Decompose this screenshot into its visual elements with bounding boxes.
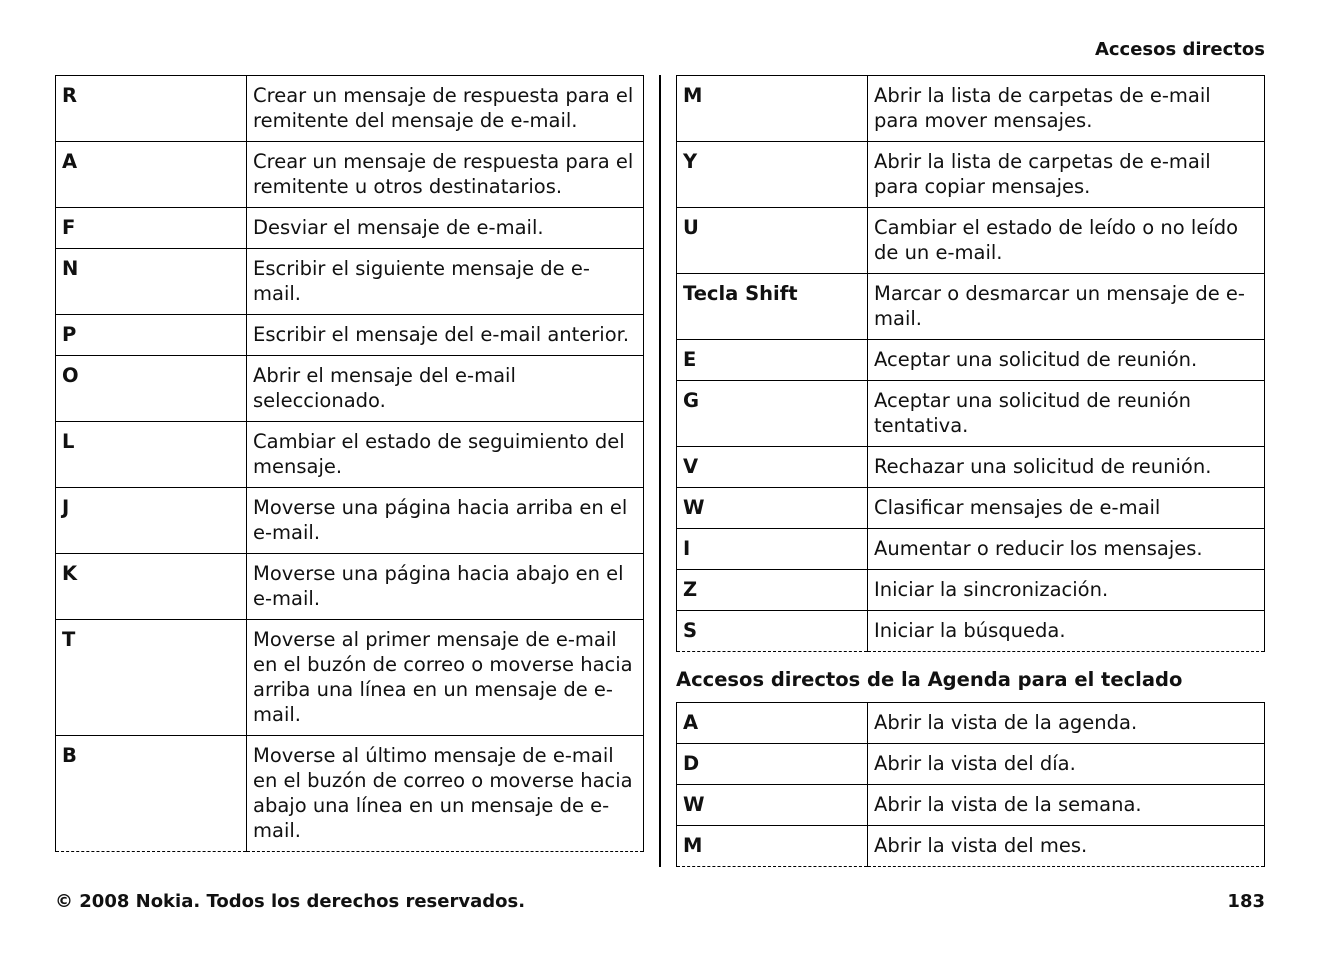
table-row: [56, 315, 644, 356]
shortcut-description: Iniciar la sincronización.: [868, 570, 1265, 611]
shortcut-key: J: [56, 488, 247, 554]
table-row: [56, 356, 644, 422]
table-row: [677, 76, 1265, 142]
left-column: [55, 75, 644, 852]
table-row: [56, 249, 644, 315]
table-row: [56, 736, 644, 852]
email-shortcuts-table-continued: [676, 75, 1265, 652]
table-row: [677, 611, 1265, 652]
shortcut-key: E: [677, 340, 868, 381]
shortcut-key: I: [677, 529, 868, 570]
table-row: [677, 340, 1265, 381]
agenda-shortcuts-table: [676, 702, 1265, 867]
shortcut-description: Rechazar una solicitud de reunión.: [868, 447, 1265, 488]
right-column: [676, 75, 1265, 867]
table-row: [677, 381, 1265, 447]
table-row: [677, 785, 1265, 826]
agenda-section-title: Accesos directos de la Agenda para el teclado: [676, 668, 1183, 691]
shortcut-description: Abrir la vista de la semana.: [868, 785, 1265, 826]
table-row: [56, 76, 644, 142]
page-number: 183: [1227, 891, 1265, 912]
table-row: [677, 142, 1265, 208]
shortcut-description: Crear un mensaje de respuesta para el remitente del mensaje de e-mail.: [247, 76, 644, 142]
shortcut-description: Cambiar el estado de leído o no leído de un e-mail.: [868, 208, 1265, 274]
shortcut-key: W: [677, 785, 868, 826]
shortcut-description: Aumentar o reducir los mensajes.: [868, 529, 1265, 570]
shortcut-key: P: [56, 315, 247, 356]
shortcut-key: O: [56, 356, 247, 422]
table-row: [677, 703, 1265, 744]
table-row: [56, 142, 644, 208]
shortcut-description: Iniciar la búsqueda.: [868, 611, 1265, 652]
shortcut-description: Clasificar mensajes de e-mail: [868, 488, 1265, 529]
shortcut-key: L: [56, 422, 247, 488]
shortcut-description: Crear un mensaje de respuesta para el remitente u otros destinatarios.: [247, 142, 644, 208]
shortcut-description: Marcar o desmarcar un mensaje de e-mail.: [868, 274, 1265, 340]
shortcut-key: M: [677, 826, 868, 867]
shortcut-key: U: [677, 208, 868, 274]
email-shortcuts-table: [55, 75, 644, 852]
shortcut-description: Aceptar una solicitud de reunión tentativa.: [868, 381, 1265, 447]
shortcut-description: Moverse una página hacia abajo en el e-mail.: [247, 554, 644, 620]
shortcut-key: Z: [677, 570, 868, 611]
shortcut-description: Escribir el siguiente mensaje de e-mail.: [247, 249, 644, 315]
table-row: [677, 529, 1265, 570]
table-row: [677, 208, 1265, 274]
table-row: [56, 208, 644, 249]
shortcut-key: R: [56, 76, 247, 142]
shortcut-description: Aceptar una solicitud de reunión.: [868, 340, 1265, 381]
table-row: [677, 570, 1265, 611]
shortcut-key: F: [56, 208, 247, 249]
shortcut-key: M: [677, 76, 868, 142]
shortcut-key: S: [677, 611, 868, 652]
shortcut-key: A: [677, 703, 868, 744]
copyright-footer: © 2008 Nokia. Todos los derechos reservados.: [55, 891, 526, 912]
shortcut-description: Abrir la vista del mes.: [868, 826, 1265, 867]
shortcut-description: Abrir la vista del día.: [868, 744, 1265, 785]
table-row: [56, 422, 644, 488]
table-row: [677, 447, 1265, 488]
table-row: [56, 620, 644, 736]
shortcut-key: G: [677, 381, 868, 447]
column-divider: [659, 75, 661, 867]
shortcut-description: Escribir el mensaje del e-mail anterior.: [247, 315, 644, 356]
shortcut-description: Abrir la vista de la agenda.: [868, 703, 1265, 744]
shortcut-description: Desviar el mensaje de e-mail.: [247, 208, 644, 249]
shortcut-key: Y: [677, 142, 868, 208]
shortcut-key: D: [677, 744, 868, 785]
shortcut-description: Abrir la lista de carpetas de e-mail para mover mensajes.: [868, 76, 1265, 142]
table-row: [677, 826, 1265, 867]
table-row: [677, 488, 1265, 529]
table-row: [56, 488, 644, 554]
shortcut-description: Moverse al primer mensaje de e-mail en el buzón de correo o moverse hacia arriba una línea en un mensaje de e-mail.: [247, 620, 644, 736]
shortcut-key: T: [56, 620, 247, 736]
shortcut-key: W: [677, 488, 868, 529]
shortcut-key: Tecla Shift: [677, 274, 868, 340]
shortcut-key: V: [677, 447, 868, 488]
shortcut-description: Moverse al último mensaje de e-mail en el buzón de correo o moverse hacia abajo una línea en un mensaje de e-mail.: [247, 736, 644, 852]
shortcut-key: N: [56, 249, 247, 315]
shortcut-description: Moverse una página hacia arriba en el e-mail.: [247, 488, 644, 554]
table-row: [677, 274, 1265, 340]
shortcut-description: Abrir el mensaje del e-mail seleccionado.: [247, 356, 644, 422]
running-header: Accesos directos: [1094, 39, 1265, 60]
table-row: [56, 554, 644, 620]
shortcut-description: Cambiar el estado de seguimiento del mensaje.: [247, 422, 644, 488]
shortcut-key: A: [56, 142, 247, 208]
shortcut-key: K: [56, 554, 247, 620]
table-row: [677, 744, 1265, 785]
shortcut-key: B: [56, 736, 247, 852]
shortcut-description: Abrir la lista de carpetas de e-mail para copiar mensajes.: [868, 142, 1265, 208]
